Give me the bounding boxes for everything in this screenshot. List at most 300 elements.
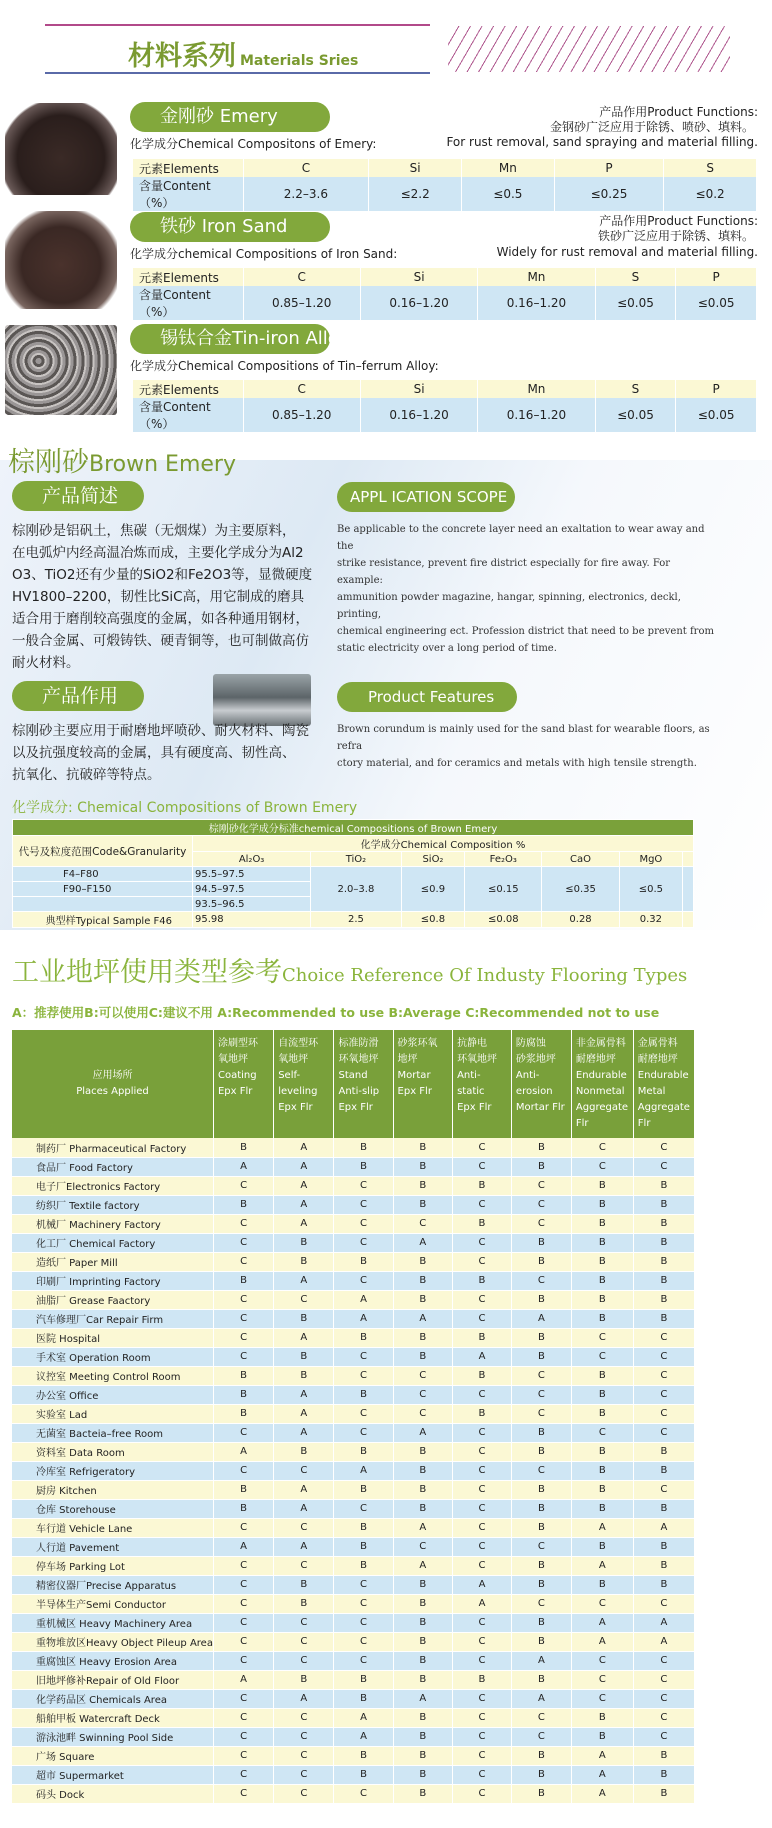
rating-cell: C [274,1518,334,1537]
place-cell: 重物堆放区Heavy Object Pileup Area [12,1632,213,1651]
features-paragraph: Brown corundum is mainly used for the sand blast for wearable floors, as refra ctory material, and for ceramics and metals with high tensile strength. [337,724,710,769]
rating-cell: C [213,1784,273,1803]
rating-cell: C [633,1138,694,1157]
rating-cell: C [633,1651,694,1670]
rating-cell: C [393,1537,453,1556]
rating-cell: C [511,1461,571,1480]
rating-cell: B [571,1233,633,1252]
rating-cell: A [334,1708,393,1727]
composition-table: 元素Elements C Si Mn S P 含量Content（%） 0.85–1.20 0.16–1.20 0.16–1.20 ≤0.05 ≤0.05 [133,268,757,320]
rating-cell: C [213,1613,273,1632]
rating-cell: B [213,1138,273,1157]
place-cell: 重机械区 Heavy Machinery Area [12,1613,213,1632]
rating-cell: B [511,1575,571,1594]
rating-cell: B [511,1442,571,1461]
rating-cell: C [633,1328,694,1347]
rating-cell: A [393,1518,453,1537]
decorative-stripes [448,26,730,72]
rating-cell: B [511,1518,571,1537]
rating-cell: A [213,1442,273,1461]
rating-cell: C [334,1632,393,1651]
place-cell: 议控室 Meeting Control Room [12,1366,213,1385]
rating-cell: C [213,1518,273,1537]
rating-cell: B [334,1442,393,1461]
rating-cell: C [213,1176,273,1195]
rating-cell: A [274,1423,334,1442]
functions-cn: 金钢砂广泛应用于除锈、喷砂、填料。 [549,120,754,134]
rating-cell: B [393,1480,453,1499]
rating-cell: B [393,1651,453,1670]
emery-photo [5,103,117,195]
rating-cell: C [511,1366,571,1385]
flooring-title: 工业地坪使用类型参考Choice Reference Of Industy Flooring Types [12,957,688,988]
rating-cell: C [274,1613,334,1632]
rating-cell: B [511,1290,571,1309]
rating-cell: B [393,1271,453,1290]
composition-label: 化学成分Chemical Compositons of Emery: [130,137,377,151]
rating-cell: B [571,1309,633,1328]
rating-cell: B [633,1556,694,1575]
rating-cell: C [571,1138,633,1157]
rating-cell: A [274,1214,334,1233]
place-cell: 油脂厂 Grease Faactory [12,1290,213,1309]
rating-cell: C [633,1689,694,1708]
rating-cell: B [274,1252,334,1271]
rating-cell: A [393,1423,453,1442]
rating-cell: C [274,1746,334,1765]
rating-cell: B [393,1138,453,1157]
rating-cell: B [393,1157,453,1176]
rating-cell: C [453,1689,512,1708]
rating-cell: C [334,1233,393,1252]
rating-cell: C [213,1632,273,1651]
rating-cell: B [334,1689,393,1708]
rating-cell: C [334,1271,393,1290]
rating-cell: B [511,1423,571,1442]
table-row [12,1176,695,1195]
rating-cell: C [453,1442,512,1461]
rating-cell: A [571,1613,633,1632]
rating-cell: C [393,1214,453,1233]
scope-paragraph: Be applicable to the concrete layer need an exaltation to wear away and the strike resistance, prevent fire district especially for fire away. For example: ammunition powder magazine, hangar, spinning, electronics, deckl, printing, chemical engineering ect. Profession district that need to be prevent from static electricity over a long period of time. [337,524,714,654]
composition-table: 元素Elements C Si Mn P S 含量Content（%） 2.2–3.6 ≤2.2 ≤0.5 ≤0.25 ≤0.2 [133,159,757,211]
rating-cell: C [274,1651,334,1670]
product-name-pill: 金刚砂 Emery [130,102,330,132]
rating-cell: B [334,1670,393,1689]
use-paragraph: 棕刚砂主要应用于耐磨地坪喷砂、耐火材料、陶瓷 以及抗强度较高的金属，具有硬度高、韧性高、 抗氧化、抗破碎等特点。 [12,723,309,783]
rating-cell: B [571,1385,633,1404]
place-cell: 停车场 Parking Lot [12,1556,213,1575]
rating-legend: A：推荐使用B:可以使用C:建议不用 A:Recommended to use B:Average C:Recommended not to use [12,1005,660,1020]
rating-cell: C [633,1594,694,1613]
rating-cell: C [633,1404,694,1423]
rating-cell: C [453,1309,512,1328]
rating-cell: A [274,1499,334,1518]
rating-cell: C [274,1632,334,1651]
rating-cell: B [393,1727,453,1746]
rating-cell: C [453,1632,512,1651]
rating-cell: C [453,1290,512,1309]
rating-cell: A [334,1290,393,1309]
rating-cell: C [453,1233,512,1252]
rating-cell: A [274,1385,334,1404]
table-row [12,1423,695,1442]
rating-cell: C [213,1423,273,1442]
rating-cell: C [334,1594,393,1613]
rating-cell: B [393,1670,453,1689]
rating-cell: C [511,1385,571,1404]
table-row [12,1632,695,1651]
rating-cell: B [334,1518,393,1537]
rating-cell: B [633,1537,694,1556]
rating-cell: B [393,1746,453,1765]
rating-cell: C [453,1784,512,1803]
rating-cell: C [571,1594,633,1613]
rating-cell: A [393,1233,453,1252]
table-row [12,1290,695,1309]
rating-cell: B [633,1176,694,1195]
rating-cell: A [274,1176,334,1195]
rating-cell: B [571,1404,633,1423]
rating-cell: C [213,1746,273,1765]
rating-cell: B [213,1385,273,1404]
rating-cell: B [571,1727,633,1746]
brown-emery-table: 棕刚砂化学成分标准chemical Compositions of Brown Emery 代号及粒度范围Code&Granularity 化学成分Chemical Composition % Al₂O₃ TiO₂ SiO₂ Fe₂O₃ CaO MgO F4–F80 95.5–97.5 2.0–3.8 ≤0.9 ≤0.15 ≤0.35 ≤0.5 F90–F150 94.5–97.5 93.5–96.5 典型样Typical Sample F46 95.98 2.5 ≤0.8 ≤0.08 0.28 0.32 [12,819,694,928]
rating-cell: B [453,1404,512,1423]
rating-cell: B [571,1271,633,1290]
header-rule-top [45,24,430,26]
rating-cell: C [453,1480,512,1499]
place-cell: 广场 Square [12,1746,213,1765]
rating-cell: B [393,1784,453,1803]
rating-cell: B [571,1195,633,1214]
table-row [12,1689,695,1708]
rating-cell: C [453,1195,512,1214]
rating-cell: C [633,1670,694,1689]
rating-cell: C [334,1366,393,1385]
table-row [12,1708,695,1727]
rating-cell: B [633,1461,694,1480]
rating-cell: C [213,1290,273,1309]
table-row [12,1556,695,1575]
place-cell: 码头 Dock [12,1784,213,1803]
rating-cell: C [453,1423,512,1442]
rating-cell: B [334,1537,393,1556]
table-row [12,1157,695,1176]
rating-cell: B [274,1670,334,1689]
rating-cell: B [511,1233,571,1252]
place-cell: 资料室 Data Room [12,1442,213,1461]
rating-cell: C [334,1347,393,1366]
rating-cell: B [213,1404,273,1423]
rating-cell: B [393,1252,453,1271]
rating-cell: A [274,1195,334,1214]
table-row [12,1328,695,1347]
place-cell: 无菌室 Bacteia–free Room [12,1423,213,1442]
place-cell: 游泳池畔 Swinning Pool Side [12,1727,213,1746]
rating-cell: B [511,1632,571,1651]
rating-cell: C [453,1537,512,1556]
rating-cell: A [633,1518,694,1537]
rating-cell: C [334,1423,393,1442]
place-cell: 制药厂 Pharmaceutical Factory [12,1138,213,1157]
rating-cell: C [571,1651,633,1670]
place-cell: 冷库室 Refrigeratory [12,1461,213,1480]
rating-cell: C [393,1385,453,1404]
table-row [12,1575,695,1594]
rating-cell: A [571,1746,633,1765]
place-cell: 机械厂 Machinery Factory [12,1214,213,1233]
rating-cell: C [633,1727,694,1746]
table-row [12,1537,695,1556]
rating-cell: C [453,1727,512,1746]
functions-cn: 铁砂广泛应用于除锈、填料。 [597,229,754,243]
table-row [12,1594,695,1613]
rating-cell: C [213,1727,273,1746]
rating-cell: A [511,1309,571,1328]
rating-cell: B [633,1746,694,1765]
rating-cell: C [511,1271,571,1290]
rating-cell: B [453,1328,512,1347]
rating-cell: A [274,1138,334,1157]
rating-cell: B [274,1233,334,1252]
place-cell: 重腐蚀区 Heavy Erosion Area [12,1651,213,1670]
rating-cell: B [334,1328,393,1347]
rating-cell: A [334,1727,393,1746]
rating-cell: B [633,1765,694,1784]
rating-cell: B [334,1252,393,1271]
rating-cell: B [274,1366,334,1385]
rating-cell: C [633,1385,694,1404]
rating-cell: B [571,1461,633,1480]
rating-cell: B [511,1670,571,1689]
rating-cell: C [453,1252,512,1271]
rating-cell: A [571,1556,633,1575]
rating-cell: C [571,1670,633,1689]
rating-cell: B [213,1366,273,1385]
rating-cell: B [511,1499,571,1518]
table-row [12,1670,695,1689]
place-cell: 纺织厂 Textile factory [12,1195,213,1214]
intro-paragraph: 棕刚砂是铝矾土，焦碳（无烟煤）为主要原料， 在电弧炉内经高温冶炼而成，主要化学成分为Al2 O3、TiO2还有少量的SiO2和Fe2O3等，显微硬度 HV1800–2200，韧性比SiC高，用它制成的磨具 适合用于磨削较高强度的金属，如各种通用钢材， 一般合金属、可煅铸铁、硬青铜等，也可制做高仿 耐火材料。 [12,523,313,671]
rating-cell: B [633,1309,694,1328]
rating-cell: B [393,1328,453,1347]
table-row [12,1784,695,1803]
composition-label: 化学成分chemical Compositions of Iron Sand: [130,247,398,261]
rating-cell: B [633,1271,694,1290]
rating-cell: B [571,1537,633,1556]
flooring-table [12,1030,695,1804]
section-title: 棕刚砂Brown Emery [8,447,236,478]
rating-cell: C [213,1651,273,1670]
place-cell: 医院 Hospital [12,1328,213,1347]
rating-cell: C [213,1233,273,1252]
rating-cell: C [334,1613,393,1632]
rating-cell: B [274,1347,334,1366]
place-cell: 厨房 Kitchen [12,1480,213,1499]
rating-cell: C [511,1537,571,1556]
rating-cell: C [511,1214,571,1233]
composition-table: 元素Elements C Si Mn S P 含量Content（%） 0.85–1.20 0.16–1.20 0.16–1.20 ≤0.05 ≤0.05 [133,380,757,432]
rating-cell: B [334,1385,393,1404]
column-header: 自流型环 氧地坪 Self- leveling Epx Flr [274,1030,334,1138]
rating-cell: A [274,1480,334,1499]
rating-cell: A [213,1537,273,1556]
place-cell: 半导体生产Semi Conductor [12,1594,213,1613]
column-header: 应用场所 Places Applied [12,1030,213,1138]
rating-cell: C [213,1708,273,1727]
rating-cell: B [453,1271,512,1290]
place-cell: 手术室 Operation Room [12,1347,213,1366]
column-header: 涂刷型环 氧地坪 Coating Epx Flr [213,1030,273,1138]
place-cell: 造纸厂 Paper Mill [12,1252,213,1271]
place-cell: 人行道 Pavement [12,1537,213,1556]
table-row [12,1195,695,1214]
place-cell: 化学药品区 Chemicals Area [12,1689,213,1708]
rating-cell: B [453,1176,512,1195]
rating-cell: A [274,1328,334,1347]
rating-cell: C [213,1461,273,1480]
rating-cell: B [633,1575,694,1594]
rating-cell: B [511,1157,571,1176]
rating-cell: B [393,1575,453,1594]
rating-cell: B [393,1765,453,1784]
rating-cell: B [334,1157,393,1176]
rating-cell: A [453,1594,512,1613]
rating-cell: C [511,1727,571,1746]
rating-cell: A [274,1157,334,1176]
use-pill: 产品作用 [12,681,144,711]
rating-cell: B [511,1328,571,1347]
column-header: 防腐蚀 砂浆地坪 Anti- erosion Mortar Flr [511,1030,571,1138]
rating-cell: C [213,1689,273,1708]
rating-cell: B [334,1765,393,1784]
rating-cell: B [213,1480,273,1499]
iron-sand-photo [5,211,117,309]
rating-cell: A [571,1632,633,1651]
rating-cell: B [393,1499,453,1518]
rating-cell: C [334,1214,393,1233]
rating-cell: C [571,1157,633,1176]
rating-cell: C [274,1727,334,1746]
place-cell: 化工厂 Chemical Factory [12,1233,213,1252]
product-sample-photo [213,674,311,726]
rating-cell: B [633,1784,694,1803]
place-cell: 实验室 Lad [12,1404,213,1423]
rating-cell: A [274,1271,334,1290]
rating-cell: B [633,1214,694,1233]
rating-cell: A [213,1157,273,1176]
table-row [12,1309,695,1328]
rating-cell: C [213,1252,273,1271]
rating-cell: C [453,1138,512,1157]
place-cell: 仓库 Storehouse [12,1499,213,1518]
rating-cell: B [274,1575,334,1594]
place-cell: 电子厂Electronics Factory [12,1176,213,1195]
rating-cell: A [453,1575,512,1594]
rating-cell: A [511,1651,571,1670]
rating-cell: B [213,1195,273,1214]
product-name-pill: 锡钛合金Tin-iron Alloy [130,324,330,354]
rating-cell: C [274,1290,334,1309]
rating-cell: B [274,1594,334,1613]
rating-cell: B [334,1480,393,1499]
table-row [12,1613,695,1632]
rating-cell: B [571,1366,633,1385]
rating-cell: B [511,1252,571,1271]
rating-cell: B [453,1366,512,1385]
rating-cell: B [393,1195,453,1214]
rating-cell: B [511,1613,571,1632]
rating-cell: A [274,1689,334,1708]
rating-cell: A [571,1518,633,1537]
rating-cell: B [633,1195,694,1214]
table-row [12,1442,695,1461]
table-row [12,1385,695,1404]
rating-cell: B [274,1309,334,1328]
rating-cell: C [213,1594,273,1613]
rating-cell: B [571,1290,633,1309]
rating-cell: B [571,1442,633,1461]
rating-cell: C [453,1708,512,1727]
rating-cell: B [274,1442,334,1461]
rating-cell: B [511,1138,571,1157]
rating-cell: C [571,1423,633,1442]
table-caption: 棕刚砂化学成分标准chemical Compositions of Brown Emery [13,820,694,836]
functions-label: 产品作用Product Functions: [599,214,758,228]
rating-cell: B [334,1746,393,1765]
rating-cell: B [393,1347,453,1366]
rating-cell: C [633,1480,694,1499]
table-row [12,1271,695,1290]
rating-cell: C [274,1784,334,1803]
rating-cell: B [393,1613,453,1632]
place-cell: 车行道 Vehicle Lane [12,1518,213,1537]
table-row [12,1461,695,1480]
rating-cell: C [334,1176,393,1195]
rating-cell: C [274,1765,334,1784]
rating-cell: C [633,1347,694,1366]
rating-cell: C [274,1708,334,1727]
rating-cell: B [393,1461,453,1480]
functions-label: 产品作用Product Functions: [599,105,758,119]
rating-cell: C [633,1157,694,1176]
rating-cell: C [453,1385,512,1404]
table-row [12,1651,695,1670]
composition-label: 化学成分Chemical Compositions of Tin–ferrum Alloy: [130,359,439,373]
rating-cell: C [213,1765,273,1784]
place-cell: 船舶甲板 Watercraft Deck [12,1708,213,1727]
place-cell: 食品厂 Food Factory [12,1157,213,1176]
rating-cell: B [571,1252,633,1271]
rating-cell: C [633,1423,694,1442]
rating-cell: B [633,1499,694,1518]
rating-cell: B [393,1632,453,1651]
rating-cell: B [511,1765,571,1784]
rating-cell: B [393,1176,453,1195]
place-cell: 印刷厂 Imprinting Factory [12,1271,213,1290]
rating-cell: C [453,1765,512,1784]
rating-cell: C [511,1594,571,1613]
rating-cell: C [453,1651,512,1670]
table-header-row [12,1030,695,1138]
rating-cell: C [334,1575,393,1594]
rating-cell: B [393,1708,453,1727]
features-pill: Product Features [337,682,517,712]
table-row [12,1214,695,1233]
rating-cell: A [213,1670,273,1689]
table-row [12,1499,695,1518]
